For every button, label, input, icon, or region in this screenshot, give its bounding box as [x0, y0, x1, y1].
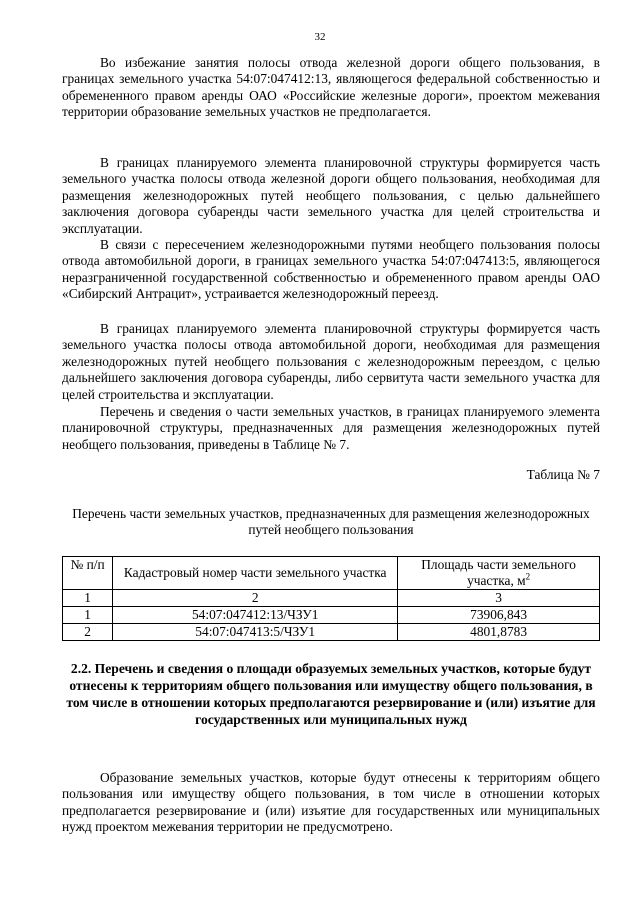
- table-cell: 4801,8783: [398, 624, 600, 641]
- table-caption: Перечень части земельных участков, предназначенных для размещения железнодорожных путей необщего пользования: [72, 506, 590, 538]
- table-cell: 2: [63, 624, 113, 641]
- table-label: Таблица № 7: [526, 467, 600, 482]
- table-cell: 1: [63, 607, 113, 624]
- table-cell: 54:07:047412:13/ЧЗУ1: [113, 607, 398, 624]
- section-heading: 2.2. Перечень и сведения о площади образуемых земельных участков, которые будут отнесены к территориям общего пользования или имуществу общего пользования, в том числе в отношении которых предполагаются резервирование и (или) изъятие для государственных или муниципальных нужд: [66, 661, 596, 727]
- paragraph-4: В границах планируемого элемента планировочной структуры формируется часть земельного участка полосы отвода автомобильной дороги, необходимая для размещения железнодорожных путей необщего пользования с железнодорожным переездом, с целью дальнейшего заключения договора субаренды, либо сервитута части земельного участка для целей строительства и эксплуатации.: [62, 321, 600, 402]
- paragraph-2: В границах планируемого элемента планировочной структуры формируется часть земельного участка полосы отвода железной дороги общего пользования, необходимая для размещения железнодорожных путей необщего пользования, с целью дальнейшего заключения договора субаренды части земельного участка для целей строительства и эксплуатации.: [62, 155, 600, 236]
- header-area-text: Площадь части земельного участка, м: [421, 557, 576, 588]
- table-row: [63, 624, 600, 641]
- paragraph-3: В связи с пересечением железнодорожными путями необщего пользования полосы отвода автомобильной дороги, в границах земельного участка 54:07:047413:5, являющегося неразграниченной государственной собственностью и обремененного правом аренды ОАО «Сибирский Антрацит», устраивается железнодорожный переезд.: [62, 237, 600, 302]
- table-cell: 3: [398, 590, 600, 607]
- header-number: № п/п: [63, 557, 113, 590]
- land-parts-table: [62, 556, 600, 641]
- table-cell: 1: [63, 590, 113, 607]
- page-number: 32: [314, 31, 326, 43]
- header-area: [398, 557, 600, 590]
- table-cell: 54:07:047413:5/ЧЗУ1: [113, 624, 398, 641]
- header-cadastral-number: Кадастровый номер части земельного участка: [113, 557, 398, 590]
- table-cell: 73906,843: [398, 607, 600, 624]
- paragraph-5: Перечень и сведения о части земельных участков, в границах планируемого элемента планировочной структуры, предназначенных для размещения железнодорожных путей необщего пользования, приведены в Таблице № 7.: [62, 404, 600, 452]
- table-index-row: [63, 590, 600, 607]
- header-area-superscript: 2: [525, 571, 531, 582]
- table-header-row: [63, 557, 600, 590]
- paragraph-1: Во избежание занятия полосы отвода железной дороги общего пользования, в границах земельного участка 54:07:047412:13, являющегося федеральной собственностью и обремененного правом аренды ОАО «Российские железные дороги», проектом межевания территории образование земельных участков не предполагается.: [62, 55, 600, 120]
- section-paragraph: Образование земельных участков, которые будут отнесены к территориям общего пользования или имуществу общего пользования, в том числе в отношении которых предполагается резервирование и (или) изъятие для государственных или муниципальных нужд проектом межевания территории не предусмотрено.: [62, 770, 600, 835]
- table-cell: 2: [113, 590, 398, 607]
- table-row: [63, 607, 600, 624]
